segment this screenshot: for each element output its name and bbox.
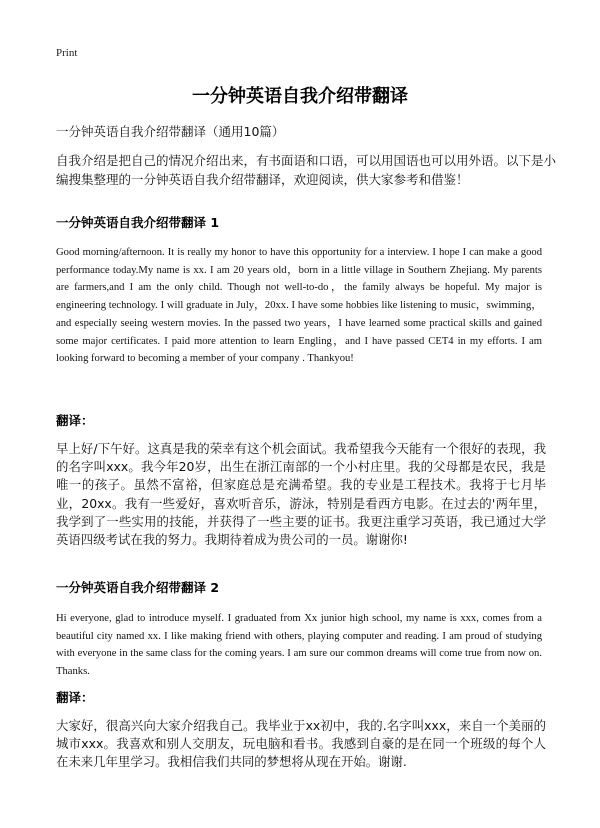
section-1-english-text: Good morning/afternoon. It is really my honor to have this opportunity for a interview. I hope I can make a good performance today.My name is xx. I am 20 years old，born in a little village in Southern Zhejiang. My parents are farmers,and I am the only child. Though not well-to-do，the family always be hopeful. My major is engineering technology. I will graduate in July，20xx. I have some hobbies like listening to music，swimming，and especially seeing western movies. In the passed two years，I have learned some practical skills and gained some major certificates. I paid more attention to learn Engling，and I have passed CET4 in my efforts. I am looking forward to becoming a member of your company . Thankyou! bbox=[56, 247, 542, 365]
section-1-heading: 一分钟英语自我介绍带翻译 1 bbox=[56, 215, 220, 230]
print-link[interactable]: Print bbox=[56, 47, 78, 59]
section-1-translation-label: 翻译： bbox=[56, 413, 94, 428]
section-2-chinese-text: 大家好，很高兴向大家介绍我自己。我毕业于xx初中，我的.名字叫xxx，来自一个美丽的城市xxx。我喜欢和别人交朋友，玩电脑和看书。我感到自豪的是在同一个班级的每个人在未来几年里学习。我相信我们共同的梦想将从现在开始。谢谢. bbox=[56, 718, 546, 770]
intro-paragraph: 自我介绍是把自己的情况介绍出来，有书面语和口语，可以用国语也可以用外语。以下是小编搜集整理的一分钟英语自我介绍带翻译，欢迎阅读，供大家参考和借鉴！ bbox=[56, 153, 557, 187]
document-title: 一分钟英语自我介绍带翻译 bbox=[192, 86, 408, 107]
section-1-chinese-text: 早上好/下午好。这真是我的荣幸有这个机会面试。我希望我今天能有一个很好的表现，我的名字叫xxx。我今年20岁，出生在浙江南部的一个小村庄里。我的父母都是农民，我是唯一的孩子。虽然不富裕，但家庭总是充满希望。我的专业是工程技术。我将于七月毕业，20xx。我有一些爱好，喜欢听音乐，游泳，特别是看西方电影。在过去的'两年里，我学到了一些实用的技能，并获得了一些主要的证书。我更注重学习英语，我已通过大学英语四级考试在我的努力。我期待着成为贵公司的一员。谢谢你! bbox=[56, 441, 546, 548]
section-2-heading: 一分钟英语自我介绍带翻译 2 bbox=[56, 580, 220, 595]
section-2-english-text: Hi everyone, glad to introduce myself. I graduated from Xx junior high school, my name is xxx, comes from a beautiful city named xx. I like making friend with others, playing computer and reading. I am proud of studying with everyone in the same class for the coming years. I am sure our common dreams will come true from now on. Thanks. bbox=[56, 613, 542, 678]
section-2-translation-label: 翻译： bbox=[56, 690, 94, 705]
document-subtitle: 一分钟英语自我介绍带翻译（通用10篇） bbox=[56, 124, 285, 139]
